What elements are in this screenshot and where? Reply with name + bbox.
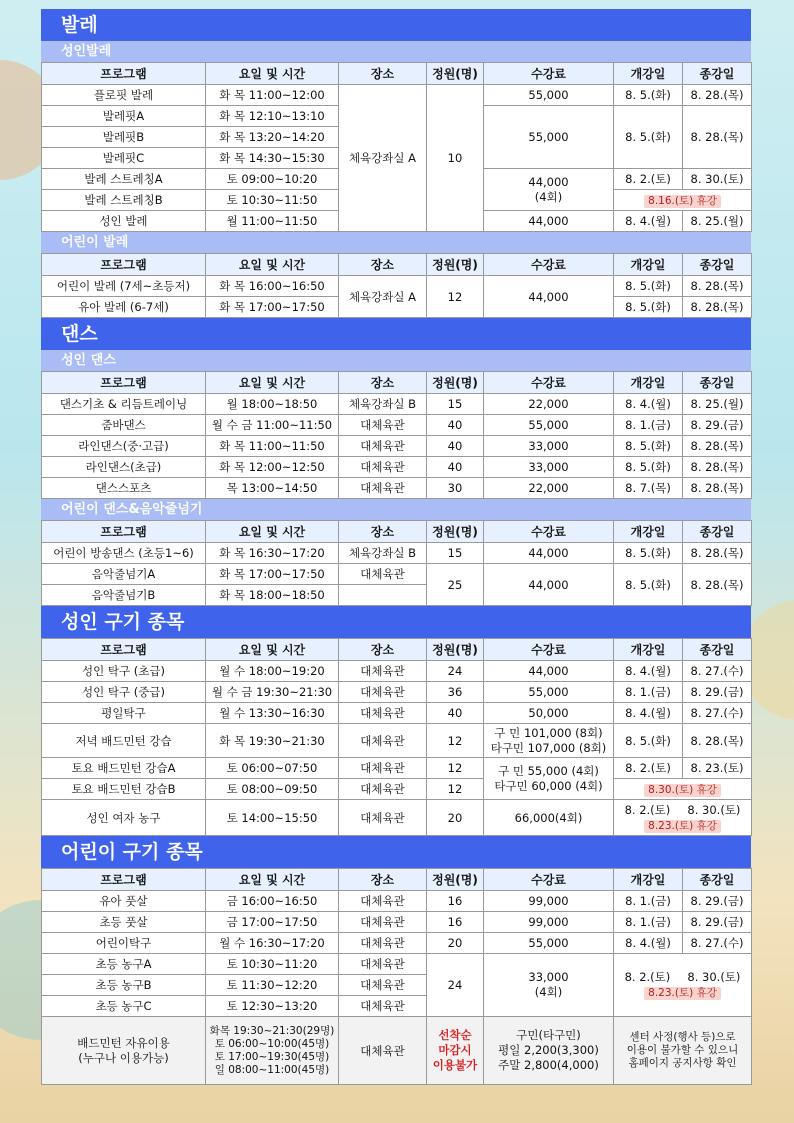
program-end: 8. 25.(월): [683, 211, 752, 232]
header-place: 장소: [339, 63, 427, 85]
program-time: 토 14:00~15:50: [206, 800, 339, 836]
fee-resident: 구 민 55,000 (4회): [498, 763, 599, 778]
program-start: 8. 4.(월): [614, 703, 683, 724]
date-pair: [616, 803, 749, 818]
free-program-title: 배드민턴 자유이용: [77, 1035, 170, 1050]
program-time: 토 12:30~13:20: [206, 996, 339, 1017]
program-name: 발레 스트레칭A: [42, 169, 206, 190]
header-end: 종강일: [683, 63, 752, 85]
table-row: [42, 724, 752, 758]
program-time: 화 목 16:30~17:20: [206, 543, 339, 564]
program-place: 대체육관: [339, 779, 427, 800]
program-time: 토 06:00~07:50: [206, 758, 339, 779]
program-place: 대체육관: [339, 703, 427, 724]
program-end: 8. 28.(목): [683, 457, 752, 478]
program-place: 대체육관: [339, 758, 427, 779]
subsection-title-adult-dance: 성인 댄스: [41, 350, 751, 371]
program-fee: 22,000: [484, 394, 614, 415]
free-notice: [614, 1017, 752, 1085]
header-capacity: 정원(명): [427, 372, 484, 394]
program-name: [42, 1017, 206, 1085]
program-start: 8. 5.(화): [614, 106, 683, 169]
program-name: 토요 배드민턴 강습B: [42, 779, 206, 800]
header-time: 요일 및 시간: [206, 63, 339, 85]
cancellation-note-cell: [614, 190, 752, 211]
table-header-row: [42, 869, 752, 891]
fee-amount: 44,000: [528, 174, 569, 189]
header-start: 개강일: [614, 372, 683, 394]
free-program-subtitle: (누구나 이용가능): [78, 1050, 169, 1065]
header-capacity: 정원(명): [427, 63, 484, 85]
program-name: 초등 농구B: [42, 975, 206, 996]
kids-ballet-table: [41, 253, 752, 318]
table-header-row: [42, 521, 752, 543]
header-program: 프로그램: [42, 63, 206, 85]
table-row: [42, 954, 752, 975]
kids-dance-table: [41, 520, 752, 606]
program-place: 대체육관: [339, 478, 427, 499]
header-end: 종강일: [683, 521, 752, 543]
program-end: 8. 29.(금): [683, 912, 752, 933]
program-name: 성인 발레: [42, 211, 206, 232]
program-start: 8. 7.(목): [614, 478, 683, 499]
table-row: [42, 478, 752, 499]
program-capacity: 15: [427, 543, 484, 564]
header-program: 프로그램: [42, 372, 206, 394]
program-name: 음악줄넘기B: [42, 585, 206, 606]
program-place: 대체육관: [339, 415, 427, 436]
program-place: 대체육관: [339, 436, 427, 457]
program-name: 음악줄넘기A: [42, 564, 206, 585]
header-fee: 수강료: [484, 639, 614, 661]
program-end: 8. 30.(토): [687, 970, 741, 984]
program-place: 대체육관: [339, 975, 427, 996]
program-start: 8. 4.(월): [614, 211, 683, 232]
program-time: 월 수 18:00~19:20: [206, 661, 339, 682]
program-time: 화 목 12:10~13:10: [206, 106, 339, 127]
table-row: [42, 415, 752, 436]
program-start: 8. 1.(금): [614, 415, 683, 436]
program-capacity: 40: [427, 415, 484, 436]
table-row: [42, 779, 752, 800]
section-title-adult-ball: 성인 구기 종목: [41, 606, 751, 638]
program-start: 8. 5.(화): [614, 564, 683, 606]
program-name: 라인댄스(초급): [42, 457, 206, 478]
program-fee: 44,000: [484, 276, 614, 318]
program-name: 성인 탁구 (초급): [42, 661, 206, 682]
program-time: 화 목 19:30~21:30: [206, 724, 339, 758]
program-fee: [484, 758, 614, 800]
program-name: 성인 탁구 (중급): [42, 682, 206, 703]
section-title-dance: 댄스: [41, 318, 751, 350]
program-start: 8. 5.(화): [614, 297, 683, 318]
program-time: 토 08:00~09:50: [206, 779, 339, 800]
schedule-sheet: [41, 9, 751, 1085]
program-start: 8. 2.(토): [614, 758, 683, 779]
header-fee: 수강료: [484, 63, 614, 85]
program-name: 초등 풋살: [42, 912, 206, 933]
fee-amount: 33,000: [528, 970, 569, 984]
program-name: 어린이 방송댄스 (초등1~6): [42, 543, 206, 564]
program-time: 월 수 금 19:30~21:30: [206, 682, 339, 703]
program-end: 8. 28.(목): [683, 106, 752, 169]
program-capacity: 12: [427, 724, 484, 758]
program-fee: 55,000: [484, 85, 614, 106]
program-place: 체육강좌실 B: [339, 543, 427, 564]
program-start: 8. 1.(금): [614, 682, 683, 703]
program-fee: 22,000: [484, 478, 614, 499]
program-name: 유아 발레 (6-7세): [42, 297, 206, 318]
kids-ball-table: [41, 868, 752, 1085]
header-program: 프로그램: [42, 254, 206, 276]
free-note-line: 이용이 불가할 수 있으니: [626, 1044, 739, 1056]
program-time: 금 17:00~17:50: [206, 912, 339, 933]
program-start: 8. 1.(금): [614, 912, 683, 933]
program-capacity: 40: [427, 703, 484, 724]
program-time: 토 11:30~12:20: [206, 975, 339, 996]
program-time: [206, 1017, 339, 1085]
header-program: 프로그램: [42, 869, 206, 891]
header-place: 장소: [339, 254, 427, 276]
program-time: 목 13:00~14:50: [206, 478, 339, 499]
program-place: 체육강좌실 A: [339, 276, 427, 318]
subsection-title-kids-ballet: 어린이 발레: [41, 232, 751, 253]
program-end: 8. 28.(목): [683, 724, 752, 758]
program-start: 8. 5.(화): [614, 85, 683, 106]
program-name: 저녁 배드민턴 강습: [42, 724, 206, 758]
program-capacity: 20: [427, 800, 484, 836]
program-time: 금 16:00~16:50: [206, 891, 339, 912]
program-time: 화 목 18:00~18:50: [206, 585, 339, 606]
program-capacity: 25: [427, 564, 484, 606]
program-name: 어린이탁구: [42, 933, 206, 954]
header-start: 개강일: [614, 639, 683, 661]
section-title-ballet: 발레: [41, 9, 751, 41]
header-end: 종강일: [683, 254, 752, 276]
table-header-row: [42, 63, 752, 85]
program-end: 8. 28.(목): [683, 297, 752, 318]
program-fee: 99,000: [484, 891, 614, 912]
table-row: [42, 933, 752, 954]
program-place: 대체육관: [339, 912, 427, 933]
program-name: 댄스스포츠: [42, 478, 206, 499]
table-row: [42, 682, 752, 703]
program-end: 8. 25.(월): [683, 394, 752, 415]
program-capacity: 15: [427, 394, 484, 415]
program-time: 토 10:30~11:50: [206, 190, 339, 211]
header-time: 요일 및 시간: [206, 869, 339, 891]
program-fee: 55,000: [484, 933, 614, 954]
free-fee-line: 구민(타구민): [516, 1028, 581, 1042]
cancellation-note: 8.16.(토) 휴강: [644, 195, 721, 208]
program-end: 8. 28.(목): [683, 85, 752, 106]
program-capacity: 12: [427, 276, 484, 318]
program-time: 월 18:00~18:50: [206, 394, 339, 415]
header-capacity: 정원(명): [427, 639, 484, 661]
program-time: 토 10:30~11:20: [206, 954, 339, 975]
table-row: [42, 758, 752, 779]
header-capacity: 정원(명): [427, 869, 484, 891]
free-time-line: 토 17:00~19:30(45명): [214, 1050, 330, 1063]
cancellation-note: 8.23.(토) 휴강: [644, 987, 721, 1000]
header-start: 개강일: [614, 254, 683, 276]
program-start: 8. 5.(화): [614, 724, 683, 758]
program-fee: [484, 724, 614, 758]
program-name: 발레핏A: [42, 106, 206, 127]
program-place: 대체육관: [339, 724, 427, 758]
program-place: 대체육관: [339, 996, 427, 1017]
program-start: 8. 5.(화): [614, 436, 683, 457]
table-row: [42, 457, 752, 478]
program-fee: 55,000: [484, 415, 614, 436]
header-fee: 수강료: [484, 372, 614, 394]
header-program: 프로그램: [42, 521, 206, 543]
free-fee-line: 주말 2,800(4,000): [498, 1058, 599, 1072]
program-capacity: 16: [427, 891, 484, 912]
program-start: 8. 5.(화): [614, 543, 683, 564]
free-time-line: 화목 19:30~21:30(29명): [209, 1024, 335, 1037]
table-row: [42, 85, 752, 106]
subsection-title-adult-ballet: 성인발레: [41, 41, 751, 62]
program-start: 8. 4.(월): [614, 661, 683, 682]
program-fee: 33,000: [484, 436, 614, 457]
program-name: 토요 배드민턴 강습A: [42, 758, 206, 779]
program-time: 화 목 16:00~16:50: [206, 276, 339, 297]
program-name: 평일탁구: [42, 703, 206, 724]
program-capacity: 36: [427, 682, 484, 703]
program-end: 8. 28.(목): [683, 478, 752, 499]
header-end: 종강일: [683, 639, 752, 661]
program-time: 월 11:00~11:50: [206, 211, 339, 232]
program-start: 8. 1.(금): [614, 891, 683, 912]
header-place: 장소: [339, 372, 427, 394]
table-header-row: [42, 372, 752, 394]
program-fee: 50,000: [484, 703, 614, 724]
program-end: 8. 28.(목): [683, 436, 752, 457]
adult-ballet-table: [41, 62, 752, 232]
program-capacity: 12: [427, 758, 484, 779]
header-end: 종강일: [683, 372, 752, 394]
cancellation-note-cell: [614, 779, 752, 800]
program-time: 화 목 11:00~12:00: [206, 85, 339, 106]
program-end: 8. 28.(목): [683, 564, 752, 606]
fee-sessions: (4회): [534, 985, 563, 999]
program-capacity: 40: [427, 457, 484, 478]
program-end: 8. 23.(토): [683, 758, 752, 779]
program-time: 토 09:00~10:20: [206, 169, 339, 190]
table-row: [42, 564, 752, 585]
table-header-row: [42, 639, 752, 661]
program-fee: 66,000(4회): [484, 800, 614, 836]
program-capacity: 20: [427, 933, 484, 954]
adult-dance-table: [41, 371, 752, 499]
header-capacity: 정원(명): [427, 254, 484, 276]
program-time: 월 수 금 11:00~11:50: [206, 415, 339, 436]
program-place: 대체육관: [339, 661, 427, 682]
program-start: 8. 2.(토): [614, 169, 683, 190]
free-cap-line: 이용불가: [432, 1058, 478, 1072]
program-place: 대체육관: [339, 933, 427, 954]
program-name: 댄스기초 & 리듬트레이닝: [42, 394, 206, 415]
header-end: 종강일: [683, 869, 752, 891]
program-time: 월 수 16:30~17:20: [206, 933, 339, 954]
program-name: 성인 여자 농구: [42, 800, 206, 836]
program-fee: 99,000: [484, 912, 614, 933]
program-fee: 44,000: [484, 564, 614, 606]
header-time: 요일 및 시간: [206, 639, 339, 661]
table-row: [42, 436, 752, 457]
header-fee: 수강료: [484, 869, 614, 891]
fee-sessions: (4회): [534, 189, 563, 204]
header-program: 프로그램: [42, 639, 206, 661]
program-place: 대체육관: [339, 891, 427, 912]
table-header-row: [42, 254, 752, 276]
adult-ball-table: [41, 638, 752, 836]
free-cap-line: 선착순: [438, 1028, 472, 1042]
program-start: 8. 4.(월): [614, 394, 683, 415]
cancellation-note: 8.30.(토) 휴강: [644, 784, 721, 797]
date-pair: [616, 970, 749, 985]
program-time: 화 목 12:00~12:50: [206, 457, 339, 478]
program-start: 8. 4.(월): [614, 933, 683, 954]
table-row: [42, 543, 752, 564]
program-end: 8. 27.(수): [683, 933, 752, 954]
header-time: 요일 및 시간: [206, 254, 339, 276]
free-time-line: 일 08:00~11:00(45명): [214, 1063, 330, 1076]
header-place: 장소: [339, 869, 427, 891]
header-fee: 수강료: [484, 254, 614, 276]
program-start: 8. 2.(토): [624, 802, 671, 817]
program-capacity: 12: [427, 779, 484, 800]
program-fee: 44,000: [484, 211, 614, 232]
header-capacity: 정원(명): [427, 521, 484, 543]
program-capacity: 24: [427, 661, 484, 682]
program-end: 8. 29.(금): [683, 891, 752, 912]
program-fee: [484, 954, 614, 1017]
program-start: 8. 5.(화): [614, 276, 683, 297]
program-place: 대체육관: [339, 800, 427, 836]
cancellation-note: 8.23.(토) 휴강: [644, 820, 721, 833]
program-place: 체육강좌실 A: [339, 85, 427, 232]
header-start: 개강일: [614, 521, 683, 543]
program-name: 줌바댄스: [42, 415, 206, 436]
program-capacity: 24: [427, 954, 484, 1017]
program-name: 초등 농구A: [42, 954, 206, 975]
header-start: 개강일: [614, 869, 683, 891]
program-end: 8. 28.(목): [683, 276, 752, 297]
program-fee: 55,000: [484, 682, 614, 703]
program-time: 화 목 17:00~17:50: [206, 297, 339, 318]
program-capacity: 30: [427, 478, 484, 499]
program-place: 대체육관: [339, 682, 427, 703]
fee-nonresident: 타구민 60,000 (4회): [494, 778, 603, 793]
program-name: 라인댄스(중·고급): [42, 436, 206, 457]
subsection-title-kids-dance: 어린이 댄스&음악줄넘기: [41, 499, 751, 520]
program-fee: 33,000: [484, 457, 614, 478]
table-row: [42, 276, 752, 297]
program-place: 대체육관: [339, 564, 427, 585]
program-name: 초등 농구C: [42, 996, 206, 1017]
program-fee: 44,000: [484, 543, 614, 564]
fee-nonresident: 타구민 107,000 (8회): [490, 740, 607, 755]
program-place: 체육강좌실 B: [339, 394, 427, 415]
program-capacity: 40: [427, 436, 484, 457]
program-start: 8. 5.(화): [614, 457, 683, 478]
free-fee-line: 평일 2,200(3,300): [498, 1043, 599, 1057]
program-time: 월 수 13:30~16:30: [206, 703, 339, 724]
header-time: 요일 및 시간: [206, 372, 339, 394]
program-fee: [484, 1017, 614, 1085]
program-fee: [484, 169, 614, 211]
program-time: 화 목 14:30~15:30: [206, 148, 339, 169]
program-name: 발레핏C: [42, 148, 206, 169]
program-place: 대체육관: [339, 954, 427, 975]
header-fee: 수강료: [484, 521, 614, 543]
header-start: 개강일: [614, 63, 683, 85]
program-fee: 44,000: [484, 661, 614, 682]
program-name: 발레핏B: [42, 127, 206, 148]
program-time: 화 목 13:20~14:20: [206, 127, 339, 148]
header-place: 장소: [339, 639, 427, 661]
program-time: 화 목 17:00~17:50: [206, 564, 339, 585]
program-place: 대체육관: [339, 457, 427, 478]
program-end: 8. 29.(금): [683, 682, 752, 703]
program-place-empty: [339, 585, 427, 606]
program-name: 발레 스트레칭B: [42, 190, 206, 211]
table-row: [42, 912, 752, 933]
program-end: 8. 29.(금): [683, 415, 752, 436]
program-place: 대체육관: [339, 1017, 427, 1085]
table-row: [42, 394, 752, 415]
free-note-line: 홈페이지 공지사항 확인: [628, 1057, 737, 1069]
program-fee: 55,000: [484, 106, 614, 169]
date-cell: [614, 954, 752, 1017]
program-capacity: 10: [427, 85, 484, 232]
program-start: 8. 2.(토): [624, 970, 671, 984]
header-place: 장소: [339, 521, 427, 543]
program-name: 플로핏 발레: [42, 85, 206, 106]
program-end: 8. 28.(목): [683, 543, 752, 564]
fee-resident: 구 민 101,000 (8회): [494, 725, 603, 740]
table-row-free-badminton: [42, 1017, 752, 1085]
table-row: [42, 703, 752, 724]
program-name: 어린이 발레 (7세~초등저): [42, 276, 206, 297]
free-cap-line: 마감시: [438, 1043, 472, 1057]
free-note-line: 센터 사정(행사 등)으로: [629, 1031, 736, 1043]
program-end: 8. 27.(수): [683, 703, 752, 724]
free-time-line: 토 06:00~10:00(45명): [214, 1037, 330, 1050]
program-end: 8. 27.(수): [683, 661, 752, 682]
date-cell: [614, 800, 752, 836]
program-capacity: [427, 1017, 484, 1085]
section-title-kids-ball: 어린이 구기 종목: [41, 836, 751, 868]
program-end: 8. 30.(토): [687, 802, 741, 817]
program-capacity: 16: [427, 912, 484, 933]
table-row: [42, 800, 752, 836]
table-row: [42, 661, 752, 682]
table-row: [42, 891, 752, 912]
program-name: 유아 풋살: [42, 891, 206, 912]
program-time: 화 목 11:00~11:50: [206, 436, 339, 457]
program-end: 8. 30.(토): [683, 169, 752, 190]
header-time: 요일 및 시간: [206, 521, 339, 543]
